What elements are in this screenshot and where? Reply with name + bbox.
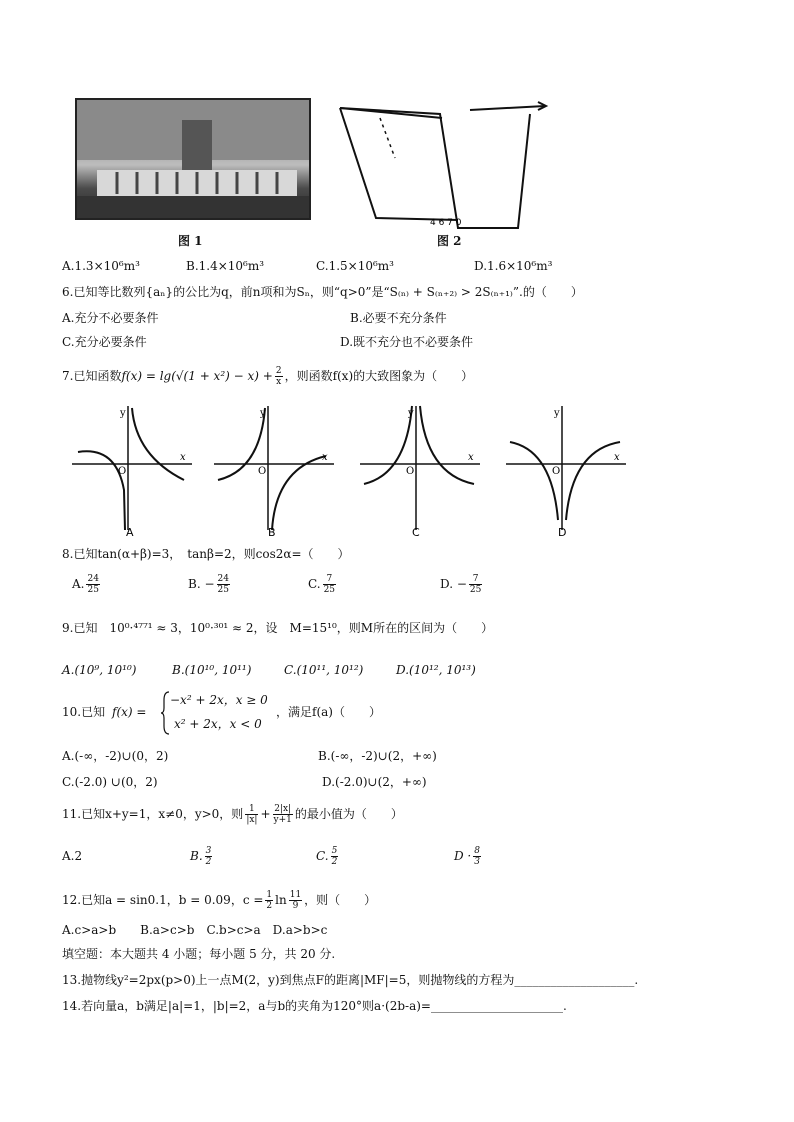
svg-text:x: x — [180, 452, 186, 463]
q10-f-label: f(x) = — [112, 705, 147, 719]
q10-option-b: B.(-∞，-2)∪(2，+∞) — [318, 749, 437, 763]
q7-graph-a-label: A — [126, 526, 134, 539]
svg-text:y: y — [408, 408, 414, 419]
q11-option-b: B. $\frac{3}{2}$ — [190, 846, 212, 867]
q9-stem: 9.已知 10⁰·⁴⁷⁷¹ ≈ 3，10⁰·³⁰¹ ≈ 2，设 M=15¹⁰，则M所在的区间为（ ） — [62, 621, 494, 635]
q8-option-b: B. − $\frac{24}{25}$ — [188, 574, 229, 595]
q5-option-b: B.1.4×10⁶m³ — [186, 259, 265, 273]
q7-graph-b-label: B — [268, 526, 276, 539]
figure-1-photo — [75, 98, 311, 220]
figure-2-caption: 图 2 — [437, 234, 462, 248]
q6-option-b: B.必要不充分条件 — [350, 311, 447, 325]
svg-text:O: O — [118, 466, 127, 477]
q7-graph-c — [356, 400, 486, 540]
q7-graph-d-label: D — [558, 526, 567, 539]
q10-option-a: A.(-∞，-2)∪(0，2) — [62, 749, 169, 763]
q7-stem-prefix: 7.已知函数 — [62, 369, 122, 383]
q11-option-d: D · $\frac{8}{3}$ — [454, 846, 480, 867]
q7-graph-b — [210, 400, 340, 540]
q9-option-a: A.(10⁹, 10¹⁰) — [62, 663, 137, 677]
svg-text:O: O — [406, 466, 415, 477]
q10-stem-prefix: 10.已知 — [62, 705, 106, 719]
q7-stem — [62, 366, 473, 387]
q10-brace — [160, 690, 170, 736]
q5-option-c: C.1.5×10⁶m³ — [316, 259, 394, 273]
q12-stem: 12.已知a = sin0.1，b = 0.09，c = $\frac{1}{2}$ ln $\frac{11}{9}$ ，则（ ） — [62, 890, 377, 911]
q9-option-c: C.(10¹¹, 10¹²) — [284, 663, 364, 677]
svg-text:x: x — [322, 452, 328, 463]
q7-function: f(x) = lg(√(1 + x²) − x) + — [121, 369, 273, 383]
q12-options: A.c>a>b B.a>c>b C.b>c>a D.a>b>c — [62, 923, 328, 937]
q10-option-d: D.(-2.0)∪(2，+∞) — [322, 775, 427, 789]
svg-text:y: y — [260, 408, 266, 419]
svg-text:O: O — [258, 466, 267, 477]
q13: 13.抛物线y²=2px(p>0)上一点M(2，y)到焦点F的距离|MF|=5，则抛物线的方程为____________________. — [62, 973, 639, 987]
q7-graph-c-label: C — [412, 526, 420, 539]
svg-text:x: x — [468, 452, 474, 463]
q10-option-c: C.(-2.0) ∪(0，2) — [62, 775, 158, 789]
q6-option-a: A.充分不必要条件 — [62, 311, 159, 325]
figure-1-caption: 图 1 — [178, 234, 203, 248]
q10-case-1: −x² + 2x，x ≥ 0 — [170, 693, 268, 707]
q11-option-a: A.2 — [62, 849, 83, 863]
fill-blank-section-header: 填空题：本大题共 4 小题；每小题 5 分，共 20 分. — [62, 947, 336, 961]
q8-option-c: C. $\frac{7}{25}$ — [308, 574, 336, 595]
q11-stem: 11.已知x+y=1，x≠0，y>0，则 $\frac{1}{|x|}$ + $\frac{2|x|}{y+1}$ 的最小值为（ ） — [62, 804, 403, 825]
q6-stem: 6.已知等比数列{aₙ}的公比为q，前n项和为Sₙ，则“q>0”是“S₍ₙ₎ + S₍ₙ₊₂₎ > 2S₍ₙ₊₁₎”.的（ ） — [62, 285, 583, 299]
q6-option-d: D.既不充分也不必要条件 — [340, 335, 474, 349]
q7-graph-a — [68, 400, 198, 540]
q9-option-b: B.(10¹⁰, 10¹¹) — [172, 663, 252, 677]
q8-stem: 8.已知tan(α+β)=3， tanβ=2，则cos2α=（ ） — [62, 547, 350, 561]
svg-text:y: y — [554, 408, 560, 419]
q9-option-d: D.(10¹², 10¹³) — [396, 663, 476, 677]
q5-option-d: D.1.6×10⁶m³ — [474, 259, 553, 273]
figure-2-base-label: 4 6 7 0 — [430, 218, 462, 228]
q7-graph-d — [502, 400, 632, 540]
q10-case-2: x² + 2x，x < 0 — [174, 717, 262, 731]
q8-option-a: A. $\frac{24}{25}$ — [72, 574, 99, 595]
q5-option-a: A.1.3×10⁶m³ — [62, 259, 140, 273]
svg-text:O: O — [552, 466, 561, 477]
q6-option-c: C.充分必要条件 — [62, 335, 147, 349]
figure-2-diagram — [330, 98, 560, 238]
svg-text:y: y — [120, 408, 126, 419]
q7-fraction: $\frac{2}{x}$ — [275, 366, 282, 387]
q10-stem-suffix: ，满足f(a)（ ） — [276, 705, 381, 719]
q8-option-d: D. − $\frac{7}{25}$ — [440, 574, 482, 595]
dam-illustration — [77, 100, 309, 218]
q7-stem-suffix: ，则函数f(x)的大致图象为（ ） — [284, 369, 474, 383]
q14: 14.若向量a，b满足|a|=1，|b|=2，a与b的夹角为120°则a·(2b-a)=______________________. — [62, 999, 567, 1013]
svg-text:x: x — [614, 452, 620, 463]
q11-option-c: C. $\frac{5}{2}$ — [316, 846, 338, 867]
